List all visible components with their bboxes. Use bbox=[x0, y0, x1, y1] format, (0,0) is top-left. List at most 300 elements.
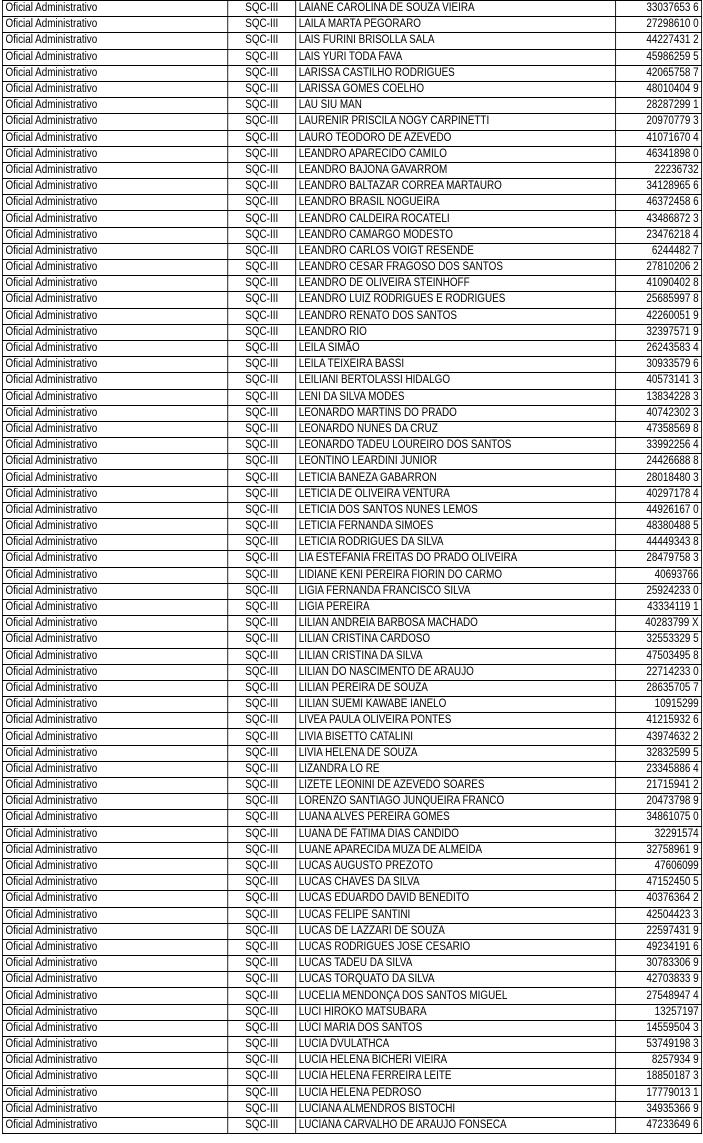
rg-cell: 8257934 9 bbox=[616, 1053, 702, 1069]
quadro-cell: SQC-III bbox=[228, 567, 296, 583]
nome-cell: LEILA SIMÃO bbox=[296, 340, 616, 356]
nome-cell: LUCIANA ALMENDROS BISTOCHI bbox=[296, 1101, 616, 1117]
table-row bbox=[2, 49, 701, 65]
table-row bbox=[2, 761, 701, 777]
cargo-cell: Oficial Administrativo bbox=[2, 470, 227, 486]
table-row bbox=[2, 438, 701, 454]
rg-cell: 13834228 3 bbox=[616, 389, 702, 405]
rg-cell: 30783306 9 bbox=[616, 956, 702, 972]
table-row bbox=[2, 519, 701, 535]
rg-cell: 43974632 2 bbox=[616, 729, 702, 745]
quadro-cell: SQC-III bbox=[228, 49, 296, 65]
cargo-cell: Oficial Administrativo bbox=[2, 1117, 227, 1133]
quadro-cell: SQC-III bbox=[228, 519, 296, 535]
cargo-cell: Oficial Administrativo bbox=[2, 357, 227, 373]
nome-cell: LILIAN DO NASCIMENTO DE ARAUJO bbox=[296, 664, 616, 680]
table-row bbox=[2, 130, 701, 146]
rg-cell: 10915299 bbox=[616, 697, 702, 713]
rg-cell: 47152450 5 bbox=[616, 875, 702, 891]
rg-cell: 42703833 9 bbox=[616, 972, 702, 988]
nome-cell: LEONTINO LEARDINI JUNIOR bbox=[296, 454, 616, 470]
table-row bbox=[2, 373, 701, 389]
rg-cell: 34861075 0 bbox=[616, 810, 702, 826]
rg-cell: 30933579 6 bbox=[616, 357, 702, 373]
table-row bbox=[2, 470, 701, 486]
table-row bbox=[2, 1053, 701, 1069]
quadro-cell: SQC-III bbox=[228, 98, 296, 114]
nome-cell: LETICIA DE OLIVEIRA VENTURA bbox=[296, 486, 616, 502]
nome-cell: LUCIA HELENA PEDROSO bbox=[296, 1085, 616, 1101]
quadro-cell: SQC-III bbox=[228, 292, 296, 308]
rg-cell: 25924233 0 bbox=[616, 583, 702, 599]
cargo-cell: Oficial Administrativo bbox=[2, 632, 227, 648]
nome-cell: LUANA DE FATIMA DIAS CANDIDO bbox=[296, 826, 616, 842]
table-row bbox=[2, 648, 701, 664]
rg-cell: 41215932 6 bbox=[616, 713, 702, 729]
quadro-cell: SQC-III bbox=[228, 794, 296, 810]
rg-cell: 28635705 7 bbox=[616, 680, 702, 696]
rg-cell: 13257197 bbox=[616, 1004, 702, 1020]
table-row bbox=[2, 988, 701, 1004]
table-row bbox=[2, 875, 701, 891]
rg-cell: 40573141 3 bbox=[616, 373, 702, 389]
quadro-cell: SQC-III bbox=[228, 195, 296, 211]
nome-cell: LUANA ALVES PEREIRA GOMES bbox=[296, 810, 616, 826]
table-row bbox=[2, 405, 701, 421]
cargo-cell: Oficial Administrativo bbox=[2, 761, 227, 777]
cargo-cell: Oficial Administrativo bbox=[2, 599, 227, 615]
cargo-cell: Oficial Administrativo bbox=[2, 648, 227, 664]
cargo-cell: Oficial Administrativo bbox=[2, 405, 227, 421]
cargo-cell: Oficial Administrativo bbox=[2, 146, 227, 162]
table-row bbox=[2, 551, 701, 567]
cargo-cell: Oficial Administrativo bbox=[2, 162, 227, 178]
rg-cell: 20473798 9 bbox=[616, 794, 702, 810]
quadro-cell: SQC-III bbox=[228, 146, 296, 162]
table-row bbox=[2, 907, 701, 923]
rg-cell: 14559504 3 bbox=[616, 1020, 702, 1036]
cargo-cell: Oficial Administrativo bbox=[2, 1085, 227, 1101]
cargo-cell: Oficial Administrativo bbox=[2, 33, 227, 49]
table-row bbox=[2, 1117, 701, 1133]
rg-cell: 49234191 6 bbox=[616, 939, 702, 955]
quadro-cell: SQC-III bbox=[228, 551, 296, 567]
nome-cell: LILIAN CRISTINA DA SILVA bbox=[296, 648, 616, 664]
quadro-cell: SQC-III bbox=[228, 65, 296, 81]
quadro-cell: SQC-III bbox=[228, 939, 296, 955]
rg-cell: 47606099 bbox=[616, 858, 702, 874]
table-row bbox=[2, 535, 701, 551]
table-row bbox=[2, 211, 701, 227]
cargo-cell: Oficial Administrativo bbox=[2, 745, 227, 761]
cargo-cell: Oficial Administrativo bbox=[2, 324, 227, 340]
table-row bbox=[2, 1069, 701, 1085]
cargo-cell: Oficial Administrativo bbox=[2, 972, 227, 988]
cargo-cell: Oficial Administrativo bbox=[2, 875, 227, 891]
nome-cell: LIZETE LEONINI DE AZEVEDO SOARES bbox=[296, 778, 616, 794]
rg-cell: 25685997 8 bbox=[616, 292, 702, 308]
table-row bbox=[2, 308, 701, 324]
table-row bbox=[2, 972, 701, 988]
rg-cell: 33992256 4 bbox=[616, 438, 702, 454]
table-row bbox=[2, 114, 701, 130]
quadro-cell: SQC-III bbox=[228, 664, 296, 680]
nome-cell: LETICIA BANEZA GABARRON bbox=[296, 470, 616, 486]
table-row bbox=[2, 179, 701, 195]
rg-cell: 6244482 7 bbox=[616, 243, 702, 259]
nome-cell: LEONARDO MARTINS DO PRADO bbox=[296, 405, 616, 421]
nome-cell: LAURENIR PRISCILA NOGY CARPINETTI bbox=[296, 114, 616, 130]
cargo-cell: Oficial Administrativo bbox=[2, 842, 227, 858]
nome-cell: LUCIA DVULATHCA bbox=[296, 1037, 616, 1053]
cargo-cell: Oficial Administrativo bbox=[2, 697, 227, 713]
cargo-cell: Oficial Administrativo bbox=[2, 98, 227, 114]
nome-cell: LUANE APARECIDA MUZA DE ALMEIDA bbox=[296, 842, 616, 858]
nome-cell: LARISSA GOMES COELHO bbox=[296, 81, 616, 97]
table-row bbox=[2, 826, 701, 842]
quadro-cell: SQC-III bbox=[228, 680, 296, 696]
quadro-cell: SQC-III bbox=[228, 357, 296, 373]
rg-cell: 53749198 3 bbox=[616, 1037, 702, 1053]
table-row bbox=[2, 502, 701, 518]
nome-cell: LUCAS TORQUATO DA SILVA bbox=[296, 972, 616, 988]
rg-cell: 32758961 9 bbox=[616, 842, 702, 858]
quadro-cell: SQC-III bbox=[228, 211, 296, 227]
nome-cell: LEONARDO NUNES DA CRUZ bbox=[296, 421, 616, 437]
cargo-cell: Oficial Administrativo bbox=[2, 486, 227, 502]
nome-cell: LAIS YURI TODA FAVA bbox=[296, 49, 616, 65]
quadro-cell: SQC-III bbox=[228, 1069, 296, 1085]
rg-cell: 34935366 9 bbox=[616, 1101, 702, 1117]
cargo-cell: Oficial Administrativo bbox=[2, 454, 227, 470]
cargo-cell: Oficial Administrativo bbox=[2, 939, 227, 955]
rg-cell: 27548947 4 bbox=[616, 988, 702, 1004]
table-row bbox=[2, 292, 701, 308]
rg-cell: 44227431 2 bbox=[616, 33, 702, 49]
table-row bbox=[2, 632, 701, 648]
nome-cell: LIVEA PAULA OLIVEIRA PONTES bbox=[296, 713, 616, 729]
table-row bbox=[2, 260, 701, 276]
rg-cell: 27298610 0 bbox=[616, 17, 702, 33]
rg-cell: 47233649 6 bbox=[616, 1117, 702, 1133]
nome-cell: LUCAS AUGUSTO PREZOTO bbox=[296, 858, 616, 874]
table-row bbox=[2, 794, 701, 810]
table-row bbox=[2, 454, 701, 470]
table-row bbox=[2, 810, 701, 826]
nome-cell: LAURO TEODORO DE AZEVEDO bbox=[296, 130, 616, 146]
table-row bbox=[2, 713, 701, 729]
cargo-cell: Oficial Administrativo bbox=[2, 1037, 227, 1053]
nome-cell: LARISSA CASTILHO RODRIGUES bbox=[296, 65, 616, 81]
rg-cell: 27810206 2 bbox=[616, 260, 702, 276]
cargo-cell: Oficial Administrativo bbox=[2, 292, 227, 308]
rg-cell: 45986259 5 bbox=[616, 49, 702, 65]
rg-cell: 40742302 3 bbox=[616, 405, 702, 421]
rg-cell: 40693766 bbox=[616, 567, 702, 583]
table-row bbox=[2, 842, 701, 858]
cargo-cell: Oficial Administrativo bbox=[2, 421, 227, 437]
cargo-cell: Oficial Administrativo bbox=[2, 778, 227, 794]
nome-cell: LAIS FURINI BRISOLLA SALA bbox=[296, 33, 616, 49]
nome-cell: LAU SIU MAN bbox=[296, 98, 616, 114]
table-row bbox=[2, 357, 701, 373]
rg-cell: 22597431 9 bbox=[616, 923, 702, 939]
quadro-cell: SQC-III bbox=[228, 17, 296, 33]
table-row bbox=[2, 1101, 701, 1117]
table-row bbox=[2, 858, 701, 874]
cargo-cell: Oficial Administrativo bbox=[2, 1101, 227, 1117]
rg-cell: 40283799 X bbox=[616, 616, 702, 632]
nome-cell: LUCAS TADEU DA SILVA bbox=[296, 956, 616, 972]
quadro-cell: SQC-III bbox=[228, 599, 296, 615]
nome-cell: LÚCI MARIA DOS SANTOS bbox=[296, 1020, 616, 1036]
table-row bbox=[2, 664, 701, 680]
rg-cell: 40297178 4 bbox=[616, 486, 702, 502]
rg-cell: 47358569 8 bbox=[616, 421, 702, 437]
quadro-cell: SQC-III bbox=[228, 826, 296, 842]
table-row bbox=[2, 778, 701, 794]
quadro-cell: SQC-III bbox=[228, 535, 296, 551]
cargo-cell: Oficial Administrativo bbox=[2, 502, 227, 518]
table-row bbox=[2, 567, 701, 583]
quadro-cell: SQC-III bbox=[228, 875, 296, 891]
quadro-cell: SQC-III bbox=[228, 810, 296, 826]
rg-cell: 48010404 9 bbox=[616, 81, 702, 97]
rg-cell: 28479758 3 bbox=[616, 551, 702, 567]
nome-cell: LEANDRO LUIZ RODRIGUES E RODRIGUES bbox=[296, 292, 616, 308]
nome-cell: LEANDRO RIO bbox=[296, 324, 616, 340]
cargo-cell: Oficial Administrativo bbox=[2, 17, 227, 33]
nome-cell: LEANDRO CAMARGO MODESTO bbox=[296, 227, 616, 243]
cargo-cell: Oficial Administrativo bbox=[2, 1020, 227, 1036]
nome-cell: LEANDRO BAJONA GAVARROM bbox=[296, 162, 616, 178]
cargo-cell: Oficial Administrativo bbox=[2, 713, 227, 729]
cargo-cell: Oficial Administrativo bbox=[2, 680, 227, 696]
quadro-cell: SQC-III bbox=[228, 761, 296, 777]
cargo-cell: Oficial Administrativo bbox=[2, 1004, 227, 1020]
cargo-cell: Oficial Administrativo bbox=[2, 616, 227, 632]
nome-cell: LENI DA SILVA MODES bbox=[296, 389, 616, 405]
nome-cell: LUCAS EDUARDO DAVID BENEDITO bbox=[296, 891, 616, 907]
table-row bbox=[2, 939, 701, 955]
cargo-cell: Oficial Administrativo bbox=[2, 130, 227, 146]
cargo-cell: Oficial Administrativo bbox=[2, 1, 227, 17]
table-row bbox=[2, 599, 701, 615]
rg-cell: 34128965 6 bbox=[616, 179, 702, 195]
table-row bbox=[2, 227, 701, 243]
cargo-cell: Oficial Administrativo bbox=[2, 664, 227, 680]
rg-cell: 20970779 3 bbox=[616, 114, 702, 130]
nome-cell: LEILIANI BERTOLASSI HIDALGO bbox=[296, 373, 616, 389]
quadro-cell: SQC-III bbox=[228, 1101, 296, 1117]
nome-cell: LUCAS RODRIGUES JOSE CESARIO bbox=[296, 939, 616, 955]
nome-cell: LUCIANA CARVALHO DE ARAUJO FONSECA bbox=[296, 1117, 616, 1133]
quadro-cell: SQC-III bbox=[228, 1117, 296, 1133]
table-row bbox=[2, 243, 701, 259]
rg-cell: 41090402 8 bbox=[616, 276, 702, 292]
nome-cell: LETICIA FERNANDA SIMOES bbox=[296, 519, 616, 535]
quadro-cell: SQC-III bbox=[228, 276, 296, 292]
table-row bbox=[2, 923, 701, 939]
rg-cell: 23345886 4 bbox=[616, 761, 702, 777]
table-row bbox=[2, 745, 701, 761]
nome-cell: LAILA MARTA PEGORARO bbox=[296, 17, 616, 33]
quadro-cell: SQC-III bbox=[228, 421, 296, 437]
roster-table bbox=[2, 0, 702, 1134]
nome-cell: LEONARDO TADEU LOUREIRO DOS SANTOS bbox=[296, 438, 616, 454]
nome-cell: LEILA TEIXEIRA BASSI bbox=[296, 357, 616, 373]
rg-cell: 24426688 8 bbox=[616, 454, 702, 470]
cargo-cell: Oficial Administrativo bbox=[2, 810, 227, 826]
table-row bbox=[2, 98, 701, 114]
quadro-cell: SQC-III bbox=[228, 1037, 296, 1053]
table-row bbox=[2, 17, 701, 33]
cargo-cell: Oficial Administrativo bbox=[2, 308, 227, 324]
quadro-cell: SQC-III bbox=[228, 162, 296, 178]
rg-cell: 48380488 5 bbox=[616, 519, 702, 535]
cargo-cell: Oficial Administrativo bbox=[2, 81, 227, 97]
nome-cell: LORENZO SANTIAGO JUNQUEIRA FRANCO bbox=[296, 794, 616, 810]
quadro-cell: SQC-III bbox=[228, 438, 296, 454]
quadro-cell: SQC-III bbox=[228, 842, 296, 858]
cargo-cell: Oficial Administrativo bbox=[2, 65, 227, 81]
rg-cell: 32291574 bbox=[616, 826, 702, 842]
nome-cell: LIZANDRA LO RE bbox=[296, 761, 616, 777]
table-row bbox=[2, 616, 701, 632]
rg-cell: 42260051 9 bbox=[616, 308, 702, 324]
rg-cell: 26243583 4 bbox=[616, 340, 702, 356]
nome-cell: LILIAN SUEMI KAWABE IANELO bbox=[296, 697, 616, 713]
quadro-cell: SQC-III bbox=[228, 632, 296, 648]
nome-cell: LEANDRO DE OLIVEIRA STEINHOFF bbox=[296, 276, 616, 292]
rg-cell: 41071670 4 bbox=[616, 130, 702, 146]
quadro-cell: SQC-III bbox=[228, 114, 296, 130]
cargo-cell: Oficial Administrativo bbox=[2, 389, 227, 405]
nome-cell: LEANDRO BRASIL NOGUEIRA bbox=[296, 195, 616, 211]
quadro-cell: SQC-III bbox=[228, 907, 296, 923]
nome-cell: LIVIA BISETTO CATALINI bbox=[296, 729, 616, 745]
rg-cell: 17779013 1 bbox=[616, 1085, 702, 1101]
nome-cell: LIGIA FERNANDA FRANCISCO SILVA bbox=[296, 583, 616, 599]
quadro-cell: SQC-III bbox=[228, 988, 296, 1004]
nome-cell: LEANDRO RENATO DOS SANTOS bbox=[296, 308, 616, 324]
table-row bbox=[2, 276, 701, 292]
quadro-cell: SQC-III bbox=[228, 405, 296, 421]
quadro-cell: SQC-III bbox=[228, 130, 296, 146]
rg-cell: 46341898 0 bbox=[616, 146, 702, 162]
cargo-cell: Oficial Administrativo bbox=[2, 519, 227, 535]
table-row bbox=[2, 389, 701, 405]
quadro-cell: SQC-III bbox=[228, 745, 296, 761]
rg-cell: 28287299 1 bbox=[616, 98, 702, 114]
nome-cell: LUCIA HELENA FERREIRA LEITE bbox=[296, 1069, 616, 1085]
cargo-cell: Oficial Administrativo bbox=[2, 195, 227, 211]
cargo-cell: Oficial Administrativo bbox=[2, 1053, 227, 1069]
table-row bbox=[2, 1085, 701, 1101]
rg-cell: 22236732 bbox=[616, 162, 702, 178]
cargo-cell: Oficial Administrativo bbox=[2, 340, 227, 356]
rg-cell: 23476218 4 bbox=[616, 227, 702, 243]
nome-cell: LEANDRO APARECIDO CAMILO bbox=[296, 146, 616, 162]
table-row bbox=[2, 65, 701, 81]
quadro-cell: SQC-III bbox=[228, 373, 296, 389]
quadro-cell: SQC-III bbox=[228, 1020, 296, 1036]
table-row bbox=[2, 956, 701, 972]
quadro-cell: SQC-III bbox=[228, 470, 296, 486]
table-row bbox=[2, 195, 701, 211]
rg-cell: 21715941 2 bbox=[616, 778, 702, 794]
cargo-cell: Oficial Administrativo bbox=[2, 794, 227, 810]
quadro-cell: SQC-III bbox=[228, 260, 296, 276]
quadro-cell: SQC-III bbox=[228, 778, 296, 794]
nome-cell: LIA ESTEFANIA FREITAS DO PRADO OLIVEIRA bbox=[296, 551, 616, 567]
rg-cell: 47503495 8 bbox=[616, 648, 702, 664]
table-row bbox=[2, 1020, 701, 1036]
rg-cell: 42065758 7 bbox=[616, 65, 702, 81]
cargo-cell: Oficial Administrativo bbox=[2, 583, 227, 599]
quadro-cell: SQC-III bbox=[228, 697, 296, 713]
quadro-cell: SQC-III bbox=[228, 1085, 296, 1101]
rg-cell: 44926167 0 bbox=[616, 502, 702, 518]
table-row bbox=[2, 486, 701, 502]
quadro-cell: SQC-III bbox=[228, 1053, 296, 1069]
table-row bbox=[2, 146, 701, 162]
nome-cell: LUCAS FELIPE SANTINI bbox=[296, 907, 616, 923]
quadro-cell: SQC-III bbox=[228, 648, 296, 664]
table-row bbox=[2, 729, 701, 745]
table-row bbox=[2, 1, 701, 17]
quadro-cell: SQC-III bbox=[228, 1004, 296, 1020]
quadro-cell: SQC-III bbox=[228, 389, 296, 405]
quadro-cell: SQC-III bbox=[228, 502, 296, 518]
quadro-cell: SQC-III bbox=[228, 972, 296, 988]
cargo-cell: Oficial Administrativo bbox=[2, 227, 227, 243]
table-row bbox=[2, 162, 701, 178]
table-row bbox=[2, 421, 701, 437]
table-row bbox=[2, 583, 701, 599]
nome-cell: LEANDRO BALTAZAR CORREA MARTAURO bbox=[296, 179, 616, 195]
rg-cell: 43334119 1 bbox=[616, 599, 702, 615]
nome-cell: LILIAN ANDREIA BARBOSA MACHADO bbox=[296, 616, 616, 632]
nome-cell: LIGIA PEREIRA bbox=[296, 599, 616, 615]
quadro-cell: SQC-III bbox=[228, 891, 296, 907]
nome-cell: LETICIA DOS SANTOS NUNES LEMOS bbox=[296, 502, 616, 518]
quadro-cell: SQC-III bbox=[228, 956, 296, 972]
cargo-cell: Oficial Administrativo bbox=[2, 858, 227, 874]
nome-cell: LIDIANE KENI PEREIRA FIORIN DO CARMO bbox=[296, 567, 616, 583]
cargo-cell: Oficial Administrativo bbox=[2, 891, 227, 907]
table-row bbox=[2, 81, 701, 97]
rg-cell: 40376364 2 bbox=[616, 891, 702, 907]
quadro-cell: SQC-III bbox=[228, 616, 296, 632]
table-row bbox=[2, 680, 701, 696]
rg-cell: 44449343 8 bbox=[616, 535, 702, 551]
quadro-cell: SQC-III bbox=[228, 923, 296, 939]
quadro-cell: SQC-III bbox=[228, 454, 296, 470]
cargo-cell: Oficial Administrativo bbox=[2, 276, 227, 292]
cargo-cell: Oficial Administrativo bbox=[2, 923, 227, 939]
cargo-cell: Oficial Administrativo bbox=[2, 114, 227, 130]
cargo-cell: Oficial Administrativo bbox=[2, 826, 227, 842]
rg-cell: 33037653 6 bbox=[616, 1, 702, 17]
rg-cell: 28018480 3 bbox=[616, 470, 702, 486]
quadro-cell: SQC-III bbox=[228, 179, 296, 195]
quadro-cell: SQC-III bbox=[228, 308, 296, 324]
table-row bbox=[2, 1037, 701, 1053]
cargo-cell: Oficial Administrativo bbox=[2, 551, 227, 567]
rg-cell: 42504423 3 bbox=[616, 907, 702, 923]
cargo-cell: Oficial Administrativo bbox=[2, 988, 227, 1004]
